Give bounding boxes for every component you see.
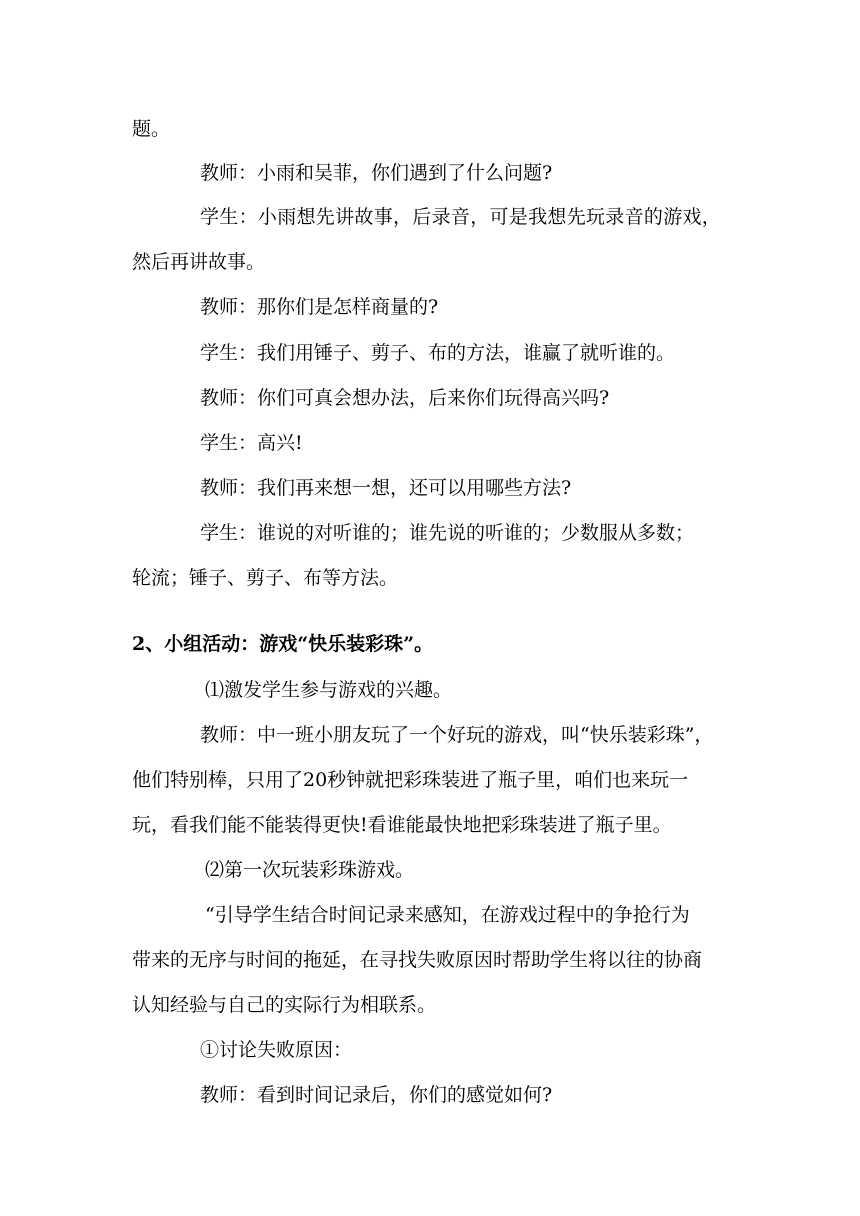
text-line: 学生：谁说的对听谁的；谁先说的听谁的；少数服从多数；: [200, 522, 695, 544]
text-line: 他们特别棒，只用了20秒钟就把彩珠装进了瓶子里，咱们也来玩一: [132, 769, 689, 791]
text-line: 学生：小雨想先讲故事，后录音，可是我想先玩录音的游戏，: [200, 206, 722, 228]
text-line: 教师：你们可真会想办法，后来你们玩得高兴吗?: [200, 387, 610, 409]
text-line: 教师：看到时间记录后，你们的感觉如何?: [200, 1084, 553, 1106]
text-line: 带来的无序与时间的拖延，在寻找失败原因时帮助学生将以往的协商: [132, 949, 703, 971]
text-line: 学生：高兴!: [200, 432, 303, 454]
text-line: 教师：我们再来想一想，还可以用哪些方法?: [200, 477, 572, 499]
text-line: 教师：中一班小朋友玩了一个好玩的游戏，叫“快乐装彩珠”，: [200, 724, 714, 746]
text-line: ①讨论失败原因：: [200, 1039, 353, 1061]
text-line: 轮流；锤子、剪子、布等方法。: [132, 567, 399, 589]
text-line: “引导学生结合时间记录来感知，在游戏过程中的争抢行为: [205, 904, 690, 926]
section-heading: 2、小组活动：游戏“快乐装彩珠”。: [132, 633, 434, 655]
text-line: ⑵第一次玩装彩珠游戏。: [205, 859, 415, 881]
text-line: 然后再讲故事。: [132, 251, 266, 273]
text-line: 教师：小雨和吴菲，你们遇到了什么问题?: [200, 162, 553, 184]
text-line: 学生：我们用锤子、剪子、布的方法，谁赢了就听谁的。: [200, 342, 676, 364]
text-line: 玩，看我们能不能装得更快!看谁能最快地把彩珠装进了瓶子里。: [132, 814, 672, 836]
text-line: 教师：那你们是怎样商量的?: [200, 296, 439, 318]
text-line: 认知经验与自己的实际行为相联系。: [132, 994, 437, 1016]
text-line: 题。: [132, 118, 171, 140]
text-line: ⑴激发学生参与游戏的兴趣。: [205, 679, 453, 701]
